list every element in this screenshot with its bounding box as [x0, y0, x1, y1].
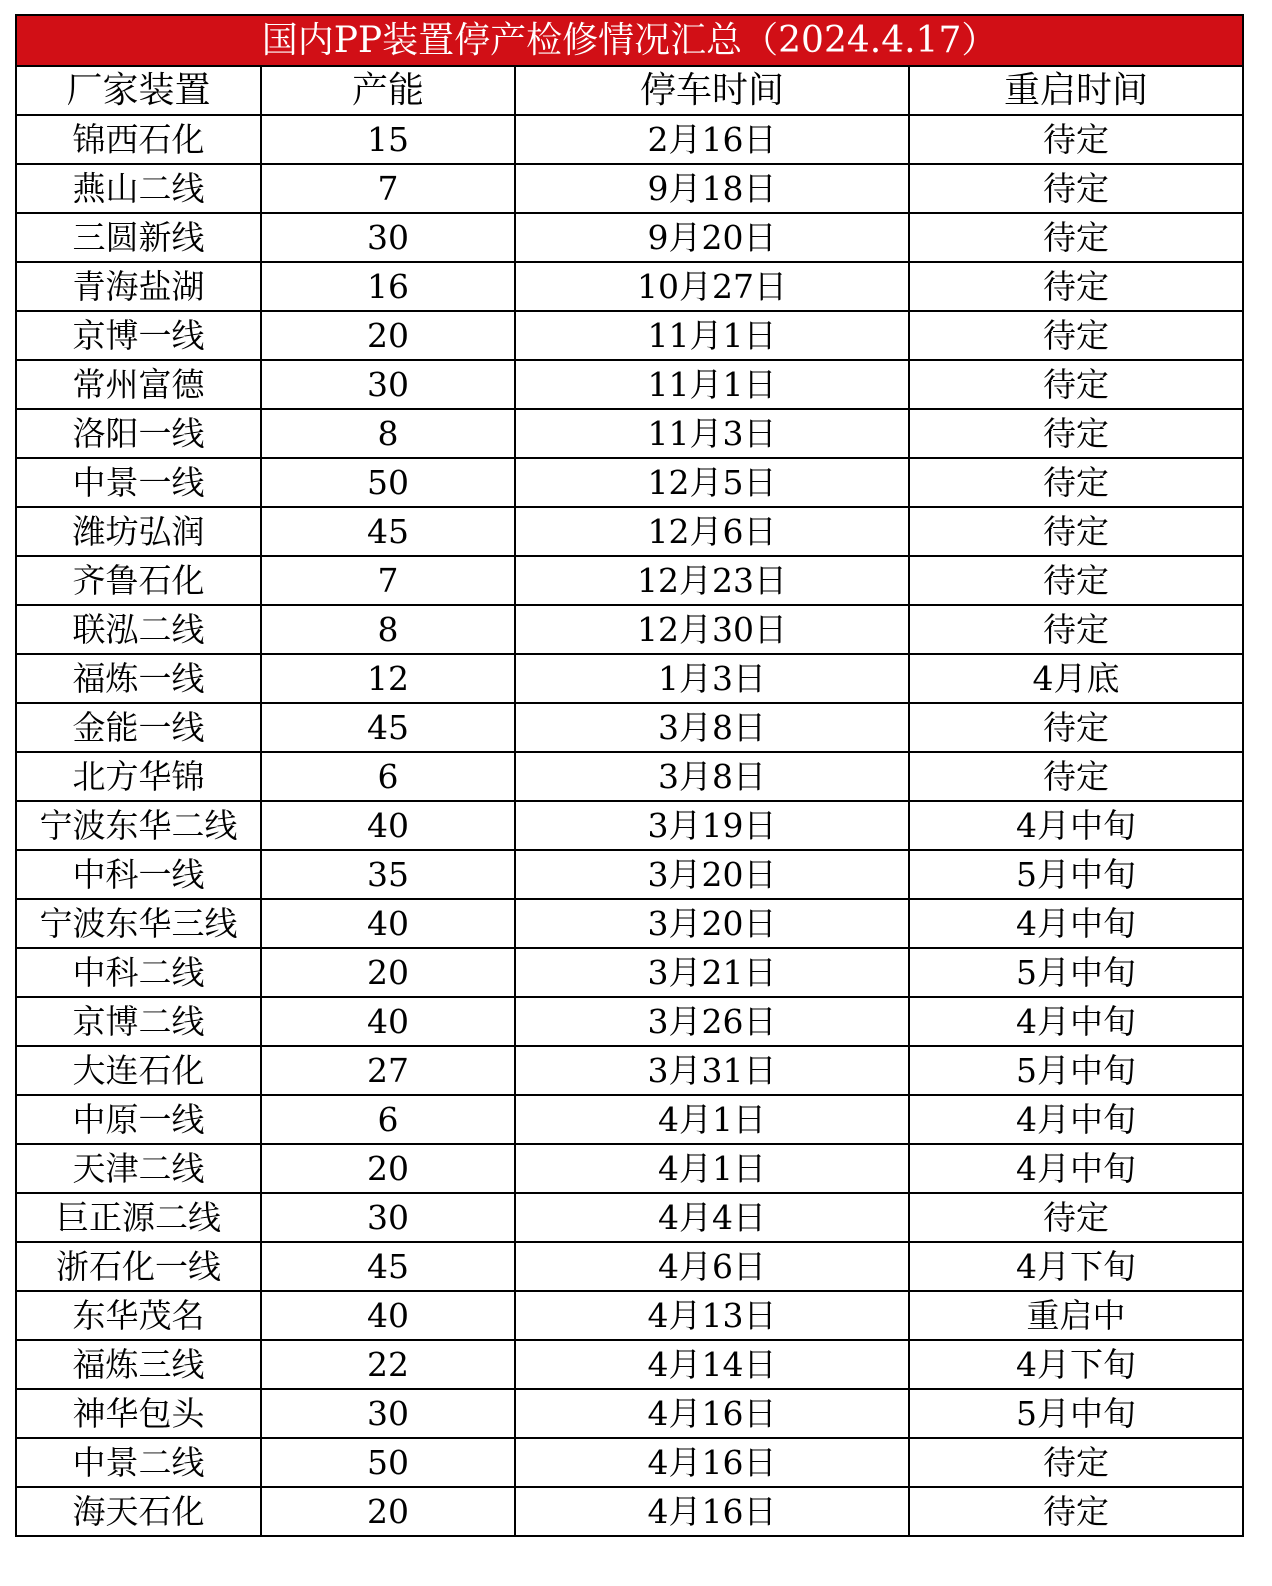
- cell-restart-date: 重启中: [909, 1291, 1243, 1340]
- cell-capacity: 50: [261, 458, 515, 507]
- cell-shutdown-date: 12月30日: [515, 605, 909, 654]
- cell-capacity: 20: [261, 1144, 515, 1193]
- header-restart-date: 重启时间: [909, 66, 1243, 115]
- table-row: [16, 752, 1243, 801]
- cell-plant: 常州富德: [16, 360, 261, 409]
- cell-plant: 燕山二线: [16, 164, 261, 213]
- cell-shutdown-date: 4月16日: [515, 1487, 909, 1536]
- cell-capacity: 15: [261, 115, 515, 164]
- cell-plant: 宁波东华二线: [16, 801, 261, 850]
- table-row: [16, 1340, 1243, 1389]
- table-row: [16, 164, 1243, 213]
- table-row: [16, 1144, 1243, 1193]
- cell-restart-date: 5月中旬: [909, 850, 1243, 899]
- cell-plant: 海天石化: [16, 1487, 261, 1536]
- cell-plant: 神华包头: [16, 1389, 261, 1438]
- cell-capacity: 40: [261, 1291, 515, 1340]
- cell-shutdown-date: 4月1日: [515, 1144, 909, 1193]
- table-row: [16, 1046, 1243, 1095]
- cell-restart-date: 4月中旬: [909, 801, 1243, 850]
- cell-plant: 巨正源二线: [16, 1193, 261, 1242]
- cell-restart-date: 5月中旬: [909, 1389, 1243, 1438]
- cell-shutdown-date: 4月14日: [515, 1340, 909, 1389]
- cell-capacity: 6: [261, 1095, 515, 1144]
- cell-plant: 联泓二线: [16, 605, 261, 654]
- cell-plant: 潍坊弘润: [16, 507, 261, 556]
- cell-shutdown-date: 2月16日: [515, 115, 909, 164]
- cell-shutdown-date: 12月5日: [515, 458, 909, 507]
- cell-restart-date: 4月中旬: [909, 1144, 1243, 1193]
- cell-capacity: 12: [261, 654, 515, 703]
- table-row: [16, 801, 1243, 850]
- cell-plant: 三圆新线: [16, 213, 261, 262]
- cell-shutdown-date: 3月20日: [515, 899, 909, 948]
- table-row: [16, 605, 1243, 654]
- table-row: [16, 1095, 1243, 1144]
- table-body: [16, 115, 1243, 1536]
- cell-capacity: 50: [261, 1438, 515, 1487]
- cell-capacity: 20: [261, 948, 515, 997]
- cell-shutdown-date: 4月16日: [515, 1389, 909, 1438]
- cell-capacity: 7: [261, 164, 515, 213]
- cell-shutdown-date: 3月26日: [515, 997, 909, 1046]
- cell-plant: 宁波东华三线: [16, 899, 261, 948]
- cell-capacity: 40: [261, 899, 515, 948]
- header-capacity: 产能: [261, 66, 515, 115]
- header-plant: 厂家装置: [16, 66, 261, 115]
- cell-capacity: 6: [261, 752, 515, 801]
- cell-shutdown-date: 4月1日: [515, 1095, 909, 1144]
- cell-restart-date: 待定: [909, 458, 1243, 507]
- cell-restart-date: 4月下旬: [909, 1242, 1243, 1291]
- table-row: [16, 899, 1243, 948]
- cell-shutdown-date: 11月3日: [515, 409, 909, 458]
- table-header-row: [16, 66, 1243, 115]
- cell-shutdown-date: 3月31日: [515, 1046, 909, 1095]
- table-row: [16, 115, 1243, 164]
- cell-restart-date: 待定: [909, 1438, 1243, 1487]
- cell-shutdown-date: 3月8日: [515, 703, 909, 752]
- cell-shutdown-date: 1月3日: [515, 654, 909, 703]
- cell-restart-date: 待定: [909, 605, 1243, 654]
- cell-shutdown-date: 4月13日: [515, 1291, 909, 1340]
- cell-plant: 洛阳一线: [16, 409, 261, 458]
- cell-capacity: 45: [261, 703, 515, 752]
- cell-plant: 锦西石化: [16, 115, 261, 164]
- cell-plant: 北方华锦: [16, 752, 261, 801]
- cell-plant: 大连石化: [16, 1046, 261, 1095]
- table-row: [16, 360, 1243, 409]
- cell-restart-date: 待定: [909, 409, 1243, 458]
- cell-plant: 中景一线: [16, 458, 261, 507]
- cell-restart-date: 待定: [909, 1487, 1243, 1536]
- cell-restart-date: 4月中旬: [909, 997, 1243, 1046]
- table-row: [16, 213, 1243, 262]
- table-row: [16, 1291, 1243, 1340]
- cell-shutdown-date: 10月27日: [515, 262, 909, 311]
- cell-restart-date: 待定: [909, 360, 1243, 409]
- cell-capacity: 30: [261, 360, 515, 409]
- cell-restart-date: 待定: [909, 1193, 1243, 1242]
- table-title-row: [16, 15, 1243, 66]
- cell-capacity: 30: [261, 1193, 515, 1242]
- cell-restart-date: 4月中旬: [909, 899, 1243, 948]
- cell-shutdown-date: 4月4日: [515, 1193, 909, 1242]
- table-row: [16, 262, 1243, 311]
- cell-plant: 京博一线: [16, 311, 261, 360]
- cell-plant: 中科一线: [16, 850, 261, 899]
- table-title: 国内PP装置停产检修情况汇总（2024.4.17）: [16, 15, 1243, 66]
- table-row: [16, 1242, 1243, 1291]
- table-row: [16, 948, 1243, 997]
- table-row: [16, 311, 1243, 360]
- cell-plant: 福炼三线: [16, 1340, 261, 1389]
- cell-shutdown-date: 12月23日: [515, 556, 909, 605]
- cell-capacity: 16: [261, 262, 515, 311]
- cell-restart-date: 5月中旬: [909, 1046, 1243, 1095]
- cell-shutdown-date: 4月16日: [515, 1438, 909, 1487]
- table-row: [16, 1438, 1243, 1487]
- cell-plant: 金能一线: [16, 703, 261, 752]
- cell-capacity: 40: [261, 801, 515, 850]
- cell-shutdown-date: 11月1日: [515, 360, 909, 409]
- table-row: [16, 1487, 1243, 1536]
- cell-capacity: 8: [261, 605, 515, 654]
- cell-plant: 中科二线: [16, 948, 261, 997]
- cell-capacity: 30: [261, 213, 515, 262]
- cell-capacity: 35: [261, 850, 515, 899]
- cell-restart-date: 待定: [909, 703, 1243, 752]
- table-row: [16, 507, 1243, 556]
- cell-shutdown-date: 9月18日: [515, 164, 909, 213]
- cell-restart-date: 待定: [909, 262, 1243, 311]
- cell-restart-date: 待定: [909, 213, 1243, 262]
- cell-capacity: 20: [261, 1487, 515, 1536]
- cell-restart-date: 待定: [909, 556, 1243, 605]
- cell-plant: 福炼一线: [16, 654, 261, 703]
- table-row: [16, 1389, 1243, 1438]
- cell-shutdown-date: 3月8日: [515, 752, 909, 801]
- table-row: [16, 703, 1243, 752]
- header-shutdown-date: 停车时间: [515, 66, 909, 115]
- cell-shutdown-date: 3月20日: [515, 850, 909, 899]
- cell-shutdown-date: 4月6日: [515, 1242, 909, 1291]
- shutdown-summary-table: [15, 14, 1244, 1537]
- cell-plant: 中景二线: [16, 1438, 261, 1487]
- cell-shutdown-date: 12月6日: [515, 507, 909, 556]
- cell-restart-date: 待定: [909, 752, 1243, 801]
- cell-capacity: 40: [261, 997, 515, 1046]
- cell-shutdown-date: 11月1日: [515, 311, 909, 360]
- cell-plant: 青海盐湖: [16, 262, 261, 311]
- cell-restart-date: 5月中旬: [909, 948, 1243, 997]
- table-row: [16, 409, 1243, 458]
- cell-shutdown-date: 3月21日: [515, 948, 909, 997]
- cell-plant: 中原一线: [16, 1095, 261, 1144]
- cell-restart-date: 待定: [909, 164, 1243, 213]
- cell-capacity: 45: [261, 1242, 515, 1291]
- cell-plant: 天津二线: [16, 1144, 261, 1193]
- cell-capacity: 22: [261, 1340, 515, 1389]
- table-row: [16, 556, 1243, 605]
- cell-restart-date: 4月下旬: [909, 1340, 1243, 1389]
- cell-restart-date: 待定: [909, 311, 1243, 360]
- cell-capacity: 20: [261, 311, 515, 360]
- cell-plant: 东华茂名: [16, 1291, 261, 1340]
- cell-restart-date: 4月中旬: [909, 1095, 1243, 1144]
- cell-capacity: 27: [261, 1046, 515, 1095]
- cell-shutdown-date: 9月20日: [515, 213, 909, 262]
- table-row: [16, 997, 1243, 1046]
- table-row: [16, 458, 1243, 507]
- cell-restart-date: 4月底: [909, 654, 1243, 703]
- cell-plant: 京博二线: [16, 997, 261, 1046]
- cell-plant: 齐鲁石化: [16, 556, 261, 605]
- table-row: [16, 850, 1243, 899]
- cell-capacity: 8: [261, 409, 515, 458]
- cell-plant: 浙石化一线: [16, 1242, 261, 1291]
- cell-capacity: 45: [261, 507, 515, 556]
- table-row: [16, 1193, 1243, 1242]
- cell-shutdown-date: 3月19日: [515, 801, 909, 850]
- cell-capacity: 30: [261, 1389, 515, 1438]
- table-row: [16, 654, 1243, 703]
- cell-capacity: 7: [261, 556, 515, 605]
- cell-restart-date: 待定: [909, 507, 1243, 556]
- cell-restart-date: 待定: [909, 115, 1243, 164]
